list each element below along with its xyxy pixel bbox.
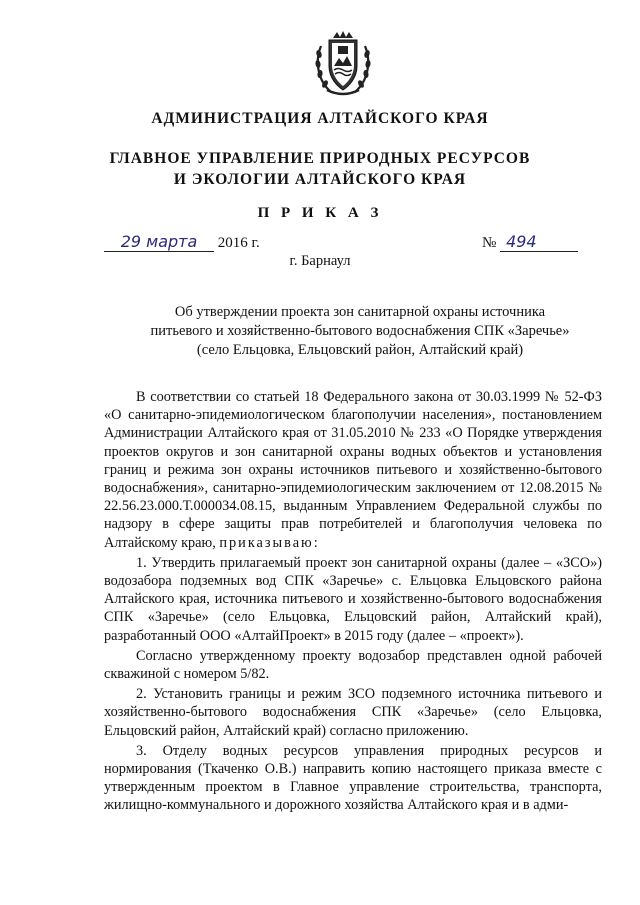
document-date	[104, 234, 260, 252]
organization-title: АДМИНИСТРАЦИЯ АЛТАЙСКОГО КРАЯ	[151, 110, 489, 127]
subject-line3: (село Ельцовка, Ельцовский район, Алтайский край)	[196, 342, 524, 358]
handwritten-date: 29 марта	[104, 234, 214, 252]
date-year: 2016 г.	[217, 235, 260, 251]
item-2-paragraph: 2. Установить границы и режим ЗСО подземного источника питьевого и хозяйственно-бытового водоснабжения СПК «Заречье» (село Ельцовка, Ельцовский район, Алтайский край) согласно приложению.	[104, 686, 602, 739]
department-title-line1: ГЛАВНОЕ УПРАВЛЕНИЕ ПРИРОДНЫХ РЕСУРСОВ	[109, 150, 531, 167]
department-title-line2: И ЭКОЛОГИИ АЛТАЙСКОГО КРАЯ	[173, 171, 467, 188]
document-type: П Р И К А З	[257, 205, 383, 221]
preamble-paragraph	[104, 388, 602, 552]
order-body	[104, 388, 602, 817]
document-city: г. Барнаул	[289, 253, 351, 269]
document-number	[482, 234, 578, 252]
subject-line1: Об утверждении проекта зон санитарной охраны источника	[174, 304, 546, 320]
subject-line2: питьевого и хозяйственно-бытового водоснабжения СПК «Заречье»	[150, 323, 570, 339]
item-3-paragraph: 3. Отделу водных ресурсов управления природных ресурсов и нормирования (Ткаченко О.В.) направить копию настоящего приказа вместе с утвержденным проектом в Главное управление строительства, транспорта, жилищно-коммунального и дорожного хозяйства Алтайского края и в адми-	[104, 742, 602, 814]
coat-of-arms-emblem	[313, 28, 373, 100]
number-label: №	[482, 235, 497, 251]
item-1-paragraph: 1. Утвердить прилагаемый проект зон санитарной охраны (далее – «ЗСО») водозабора подземных вод СПК «Заречье» с. Ельцовка Ельцовского района Алтайского края, источника питьевого и хозяйственно-бытового водоснабжения СПК «Заречье» (село Ельцовка, Ельцовский район, Алтайский край), разработанный ООО «АлтайПроект» в 2015 году (далее – «проект»).	[104, 554, 602, 644]
order-subject	[150, 303, 570, 360]
order-word: приказываю:	[219, 534, 320, 551]
handwritten-number: 494	[500, 234, 578, 252]
item-1-note-paragraph: Согласно утвержденному проекту водозабор представлен одной рабочей скважиной с номером 5/82.	[104, 647, 602, 683]
preamble-text: В соответствии со статьей 18 Федерального закона от 30.03.1999 № 52-ФЗ «О санитарно-эпидемиологическом благополучии населения», постановлением Администрации Алтайского края от 31.05.2010 № 233 «О Порядке утверждения проектов округов и зон санитарной охраны водных объектов и установления границ и режима зон охраны источников питьевого и хозяйственно-бытового водоснабжения», санитарно-эпидемиологическим заключением от 12.08.2015 № 22.56.23.000.Т.000034.08.15, выданным Управлением Федеральной службы по надзору в сфере защиты прав потребителей и благополучия человека по Алтайскому краю,	[104, 389, 602, 551]
department-title	[0, 148, 640, 190]
